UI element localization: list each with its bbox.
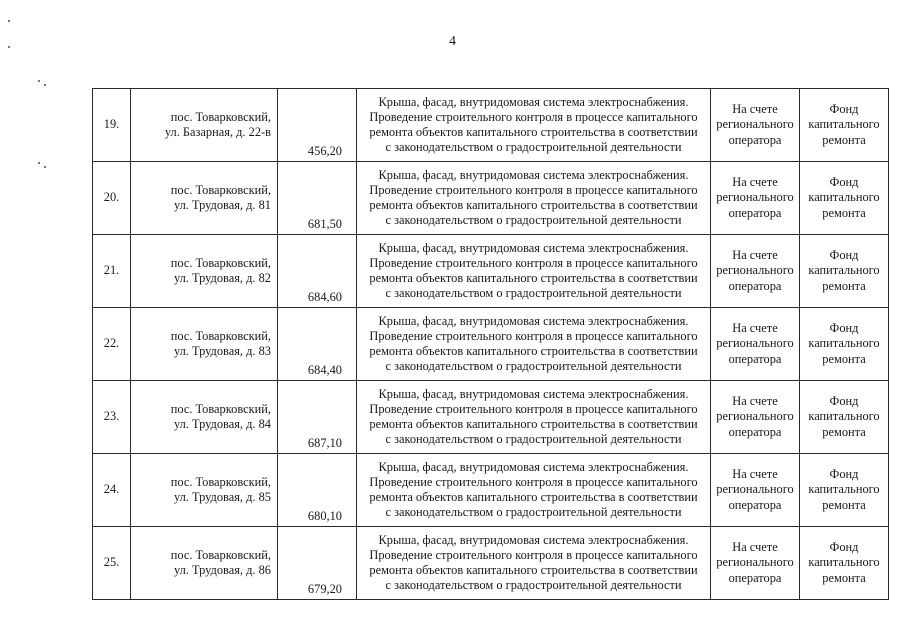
source-line: ремонта (822, 132, 866, 147)
area-cell: 680,10 (278, 454, 357, 527)
payment-line: оператора (728, 278, 782, 293)
payment-line: регионального (716, 336, 794, 351)
address-line: пос. Товарковский, (170, 547, 271, 562)
work-line: Проведение строительного контроля в процессе капитального (369, 109, 698, 124)
work-line: ремонта объектов капитального строительства в соответствии (369, 198, 698, 212)
address-line: пос. Товарковский, (170, 109, 271, 124)
payment-line: регионального (716, 263, 794, 278)
payment-line: оператора (728, 351, 782, 366)
work-line: с законодательством о градостроительной деятельности (385, 286, 682, 301)
payment-line: На счете (732, 102, 778, 117)
work-line: Крыша, фасад, внутридомовая система электроснабжения. (378, 313, 689, 328)
address-line: пос. Товарковский, (170, 474, 271, 489)
work-line: Крыша, фасад, внутридомовая система электроснабжения. (378, 167, 689, 182)
funding-source-cell (800, 454, 889, 527)
source-line: Фонд (829, 467, 859, 482)
table-row (93, 454, 889, 527)
table-row (93, 527, 889, 600)
work-line: с законодательством о градостроительной деятельности (385, 359, 682, 374)
work-line: Проведение строительного контроля в процессе капитального (369, 547, 698, 562)
work-type-cell (357, 454, 711, 527)
table-row (93, 162, 889, 235)
payment-method-cell (711, 89, 800, 162)
work-type-cell (357, 162, 711, 235)
address-cell (131, 454, 278, 527)
work-line: ремонта объектов капитального строительства в соответствии (369, 271, 698, 285)
area-cell: 684,60 (278, 235, 357, 308)
funding-source-cell (800, 381, 889, 454)
row-number: 22. (93, 308, 131, 381)
payment-method-cell (711, 381, 800, 454)
area-cell: 679,20 (278, 527, 357, 600)
work-line: Крыша, фасад, внутридомовая система электроснабжения. (378, 386, 689, 401)
table-row (93, 381, 889, 454)
address-line: пос. Товарковский, (170, 401, 271, 416)
source-line: капитального (808, 555, 880, 570)
funding-source-cell (800, 527, 889, 600)
row-number: 23. (93, 381, 131, 454)
work-line: с законодательством о градостроительной деятельности (385, 213, 682, 228)
payment-line: На счете (732, 321, 778, 336)
address-line: ул. Базарная, д. 22-в (164, 125, 271, 139)
address-cell (131, 89, 278, 162)
scan-speck (38, 162, 40, 164)
address-line: пос. Товарковский, (170, 328, 271, 343)
address-cell (131, 162, 278, 235)
scan-speck (44, 84, 46, 86)
scan-speck (44, 166, 46, 168)
work-line: ремонта объектов капитального строительства в соответствии (369, 490, 698, 504)
works-table-wrapper (92, 88, 889, 600)
work-line: ремонта объектов капитального строительства в соответствии (369, 344, 698, 358)
payment-line: регионального (716, 409, 794, 424)
work-type-cell (357, 89, 711, 162)
funding-source-cell (800, 308, 889, 381)
work-type-cell (357, 235, 711, 308)
table-row (93, 89, 889, 162)
row-number: 19. (93, 89, 131, 162)
funding-source-cell (800, 162, 889, 235)
address-cell (131, 308, 278, 381)
area-cell: 456,20 (278, 89, 357, 162)
source-line: капитального (808, 336, 880, 351)
work-line: с законодательством о градостроительной деятельности (385, 432, 682, 447)
scan-speck (8, 46, 10, 48)
work-type-cell (357, 381, 711, 454)
table-row (93, 308, 889, 381)
payment-line: оператора (728, 424, 782, 439)
source-line: Фонд (829, 102, 859, 117)
row-number: 25. (93, 527, 131, 600)
source-line: Фонд (829, 394, 859, 409)
source-line: Фонд (829, 321, 859, 336)
row-number: 20. (93, 162, 131, 235)
payment-line: регионального (716, 482, 794, 497)
payment-method-cell (711, 454, 800, 527)
payment-method-cell (711, 527, 800, 600)
address-cell (131, 235, 278, 308)
source-line: Фонд (829, 248, 859, 263)
source-line: капитального (808, 482, 880, 497)
work-line: с законодательством о градостроительной деятельности (385, 505, 682, 520)
payment-line: На счете (732, 540, 778, 555)
work-line: Крыша, фасад, внутридомовая система электроснабжения. (378, 532, 689, 547)
address-line: ул. Трудовая, д. 82 (173, 271, 271, 285)
address-line: ул. Трудовая, д. 85 (173, 490, 271, 504)
work-line: Крыша, фасад, внутридомовая система электроснабжения. (378, 459, 689, 474)
address-cell (131, 381, 278, 454)
address-line: пос. Товарковский, (170, 255, 271, 270)
funding-source-cell (800, 235, 889, 308)
payment-line: оператора (728, 570, 782, 585)
payment-line: регионального (716, 190, 794, 205)
work-line: Крыша, фасад, внутридомовая система электроснабжения. (378, 94, 689, 109)
source-line: ремонта (822, 351, 866, 366)
payment-line: оператора (728, 497, 782, 512)
payment-line: оператора (728, 205, 782, 220)
address-line: ул. Трудовая, д. 84 (173, 417, 271, 431)
address-line: пос. Товарковский, (170, 182, 271, 197)
work-line: Крыша, фасад, внутридомовая система электроснабжения. (378, 240, 689, 255)
source-line: Фонд (829, 540, 859, 555)
payment-line: На счете (732, 248, 778, 263)
source-line: Фонд (829, 175, 859, 190)
source-line: капитального (808, 117, 880, 132)
work-line: ремонта объектов капитального строительства в соответствии (369, 125, 698, 139)
source-line: ремонта (822, 570, 866, 585)
funding-source-cell (800, 89, 889, 162)
work-line: с законодательством о градостроительной деятельности (385, 140, 682, 155)
source-line: ремонта (822, 497, 866, 512)
source-line: ремонта (822, 424, 866, 439)
address-line: ул. Трудовая, д. 86 (173, 563, 271, 577)
address-cell (131, 527, 278, 600)
payment-line: оператора (728, 132, 782, 147)
works-table (92, 88, 889, 600)
scan-speck (8, 20, 10, 22)
work-line: ремонта объектов капитального строительства в соответствии (369, 417, 698, 431)
address-line: ул. Трудовая, д. 81 (173, 198, 271, 212)
works-table-body (93, 89, 889, 600)
work-line: Проведение строительного контроля в процессе капитального (369, 474, 698, 489)
payment-line: На счете (732, 394, 778, 409)
work-line: ремонта объектов капитального строительства в соответствии (369, 563, 698, 577)
work-type-cell (357, 527, 711, 600)
payment-line: регионального (716, 117, 794, 132)
page-number: 4 (449, 34, 456, 49)
area-cell: 687,10 (278, 381, 357, 454)
source-line: капитального (808, 263, 880, 278)
work-line: Проведение строительного контроля в процессе капитального (369, 255, 698, 270)
source-line: капитального (808, 409, 880, 424)
payment-method-cell (711, 308, 800, 381)
work-line: с законодательством о градостроительной деятельности (385, 578, 682, 593)
work-line: Проведение строительного контроля в процессе капитального (369, 182, 698, 197)
source-line: ремонта (822, 205, 866, 220)
work-line: Проведение строительного контроля в процессе капитального (369, 328, 698, 343)
scan-speck (38, 80, 40, 82)
work-line: Проведение строительного контроля в процессе капитального (369, 401, 698, 416)
source-line: ремонта (822, 278, 866, 293)
row-number: 24. (93, 454, 131, 527)
area-cell: 681,50 (278, 162, 357, 235)
payment-method-cell (711, 162, 800, 235)
payment-line: регионального (716, 555, 794, 570)
address-line: ул. Трудовая, д. 83 (173, 344, 271, 358)
area-cell: 684,40 (278, 308, 357, 381)
work-type-cell (357, 308, 711, 381)
source-line: капитального (808, 190, 880, 205)
payment-line: На счете (732, 175, 778, 190)
row-number: 21. (93, 235, 131, 308)
payment-line: На счете (732, 467, 778, 482)
table-row (93, 235, 889, 308)
payment-method-cell (711, 235, 800, 308)
